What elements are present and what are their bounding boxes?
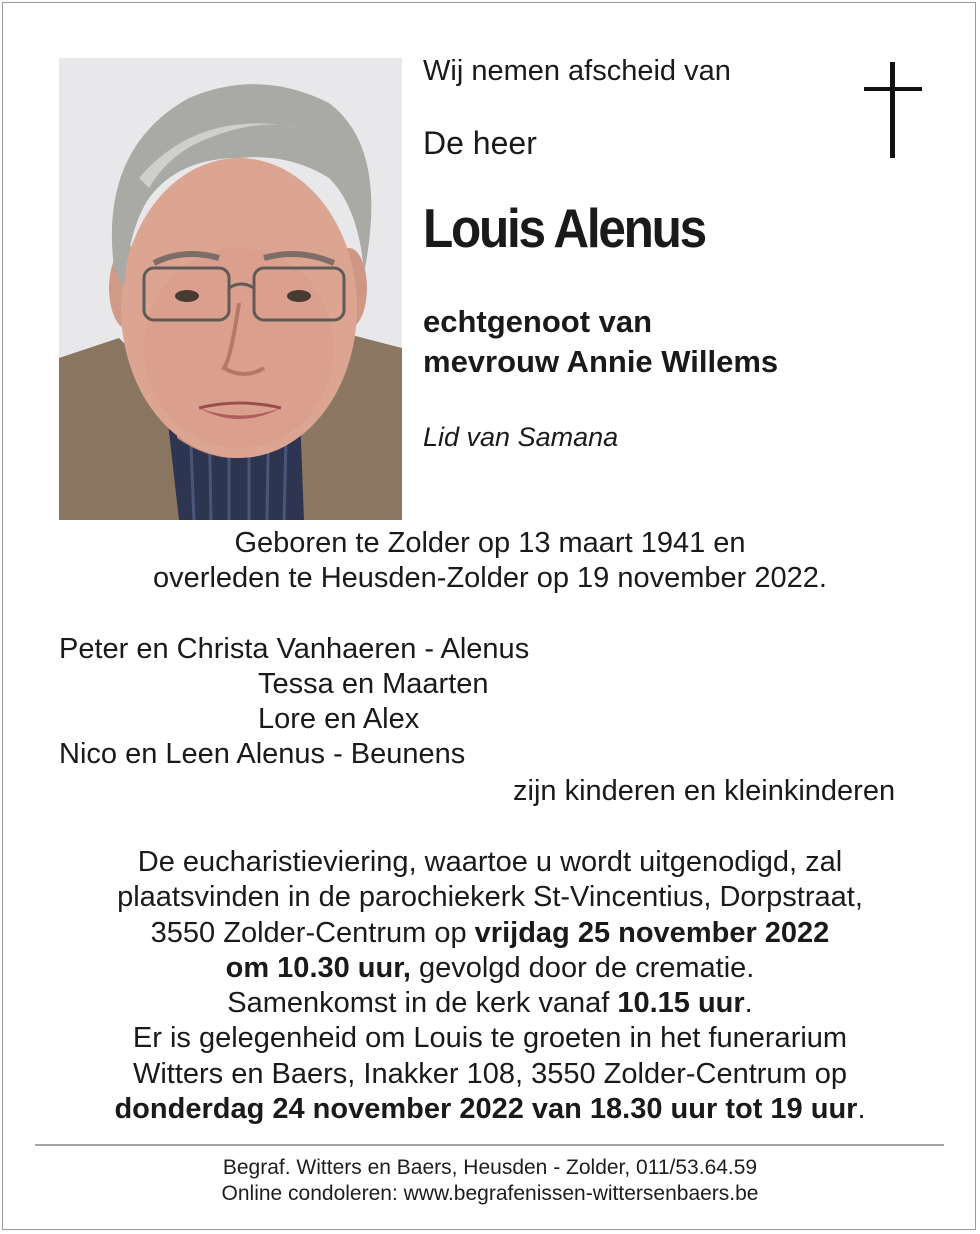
birth-line: Geboren te Zolder op 13 maart 1941 en xyxy=(234,527,746,559)
gathering-time: 10.15 uur xyxy=(617,987,745,1020)
honorific: De heer xyxy=(423,125,537,161)
cross-symbol xyxy=(864,62,922,158)
funeral-home-info: Begraf. Witters en Baers, Heusden - Zolder, 011/53.64.59 xyxy=(222,1156,758,1179)
portrait-photo xyxy=(59,58,402,520)
family-closing: zijn kinderen en kleinkinderen xyxy=(513,775,896,807)
spouse-info xyxy=(423,302,778,382)
family-line: Peter en Christa Vanhaeren - Alenus xyxy=(59,633,530,665)
footer xyxy=(0,1155,980,1207)
family-line: Tessa en Maarten xyxy=(258,668,489,700)
service-line: om 10.30 uur, gevolgd door de crematie. xyxy=(225,951,755,984)
service-time: om 10.30 uur, xyxy=(225,951,411,984)
death-line: overleden te Heusden-Zolder op 19 november 2022. xyxy=(153,562,827,594)
online-condolences: Online condoleren: www.begrafenissen-wittersenbaers.be xyxy=(221,1182,759,1205)
service-details xyxy=(0,845,980,1127)
spouse-line-1: echtgenoot van xyxy=(423,304,653,339)
membership: Lid van Samana xyxy=(423,422,619,452)
family-line: Nico en Leen Alenus - Beunens xyxy=(59,738,466,770)
service-line: Witters en Baers, Inakker 108, 3550 Zolder-Centrum op xyxy=(132,1057,848,1090)
service-line: De eucharistieviering, waartoe u wordt uitgenodigd, zal xyxy=(137,846,843,878)
service-line: donderdag 24 november 2022 van 18.30 uur tot 19 uur. xyxy=(114,1093,866,1126)
service-line: Er is gelegenheid om Louis te groeten in het funerarium xyxy=(132,1022,848,1055)
intro-text: Wij nemen afscheid van xyxy=(423,55,731,87)
deceased-name: Louis Alenus xyxy=(423,197,705,259)
birth-death-block xyxy=(0,526,980,596)
divider xyxy=(35,1144,944,1146)
spouse-line-2: mevrouw Annie Willems xyxy=(423,344,779,379)
family-line: Lore en Alex xyxy=(258,703,420,735)
service-line: Samenkomst in de kerk vanaf 10.15 uur. xyxy=(227,987,753,1020)
service-line: plaatsvinden in de parochiekerk St-Vincentius, Dorpstraat, xyxy=(117,881,863,914)
service-date: vrijdag 25 november 2022 xyxy=(474,916,830,949)
service-line: 3550 Zolder-Centrum op vrijdag 25 november 2022 xyxy=(150,916,830,949)
portrait-illustration xyxy=(59,58,402,520)
visitation-datetime: donderdag 24 november 2022 van 18.30 uur tot 19 uur xyxy=(114,1093,858,1126)
